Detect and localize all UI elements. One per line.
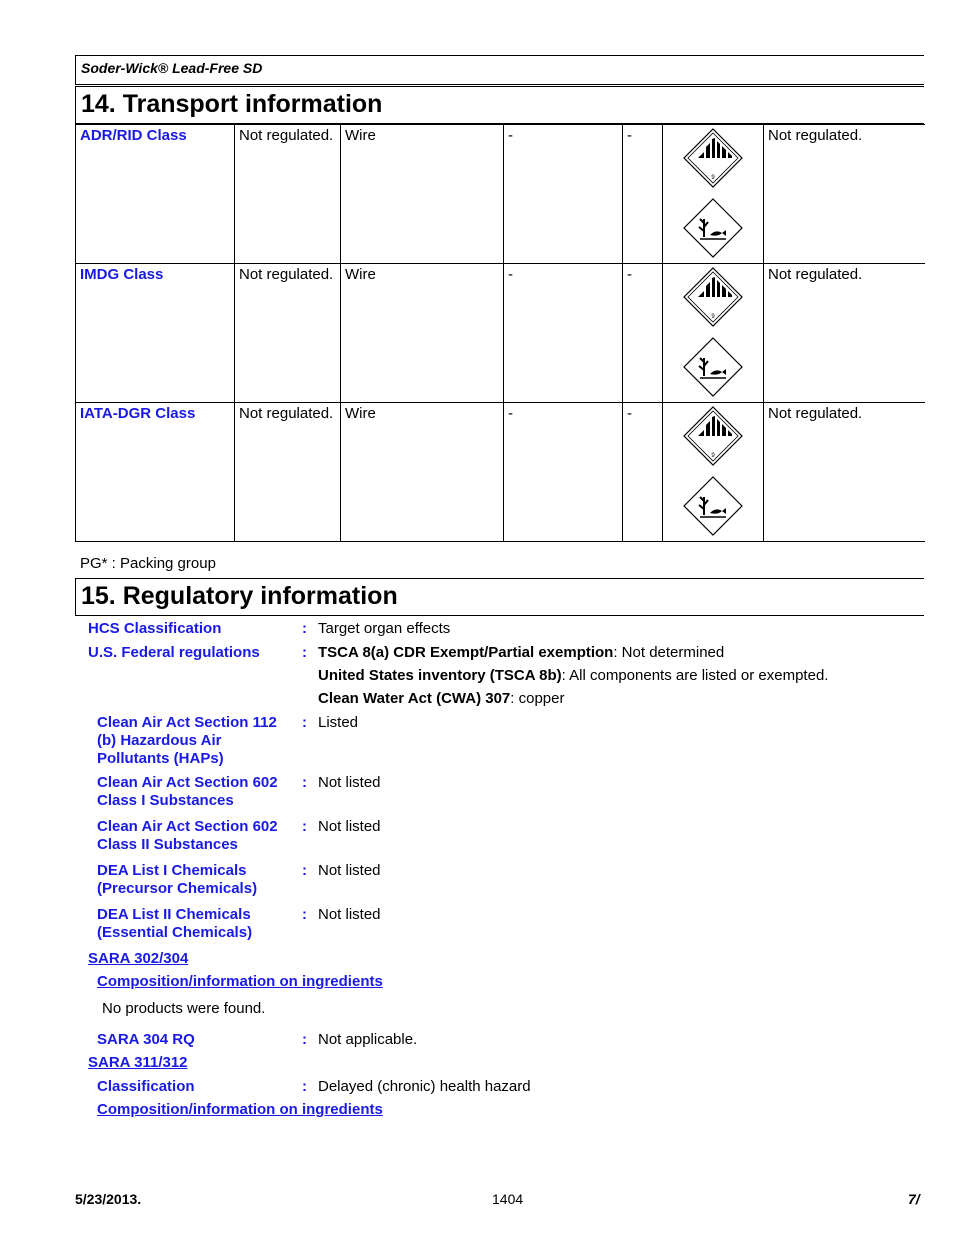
sara-311-312-link[interactable]: SARA 311/312: [88, 1054, 188, 1071]
section-15-header: [75, 578, 924, 616]
hazard-pictograms: [682, 127, 744, 259]
transport-class-label: ADR/RID Class: [80, 127, 187, 144]
transport-note: Not regulated.: [764, 125, 925, 264]
caa-602-class2-line-2: Class II Substances: [97, 836, 238, 853]
product-name: Soder-Wick® Lead-Free SD: [81, 60, 263, 76]
dea-list1-line-1: DEA List I Chemicals: [97, 862, 247, 879]
us-federal-label: U.S. Federal regulations: [88, 644, 260, 661]
colon: :: [302, 862, 307, 879]
caa-602-class2-label: [97, 818, 278, 854]
tsca-8a-value: : Not determined: [613, 644, 725, 661]
un-number: Not regulated.: [235, 125, 341, 264]
transport-table: [75, 124, 925, 542]
cwa-label: Clean Water Act (CWA) 307: [318, 690, 511, 707]
dea-list2-line-2: (Essential Chemicals): [97, 924, 253, 941]
colon: :: [302, 818, 307, 835]
dea-list2-label: [97, 906, 252, 942]
pictogram-cell: [663, 403, 764, 542]
svg-text:9: 9: [711, 314, 715, 320]
un-number: Not regulated.: [235, 403, 341, 542]
packing-group: -: [623, 264, 663, 403]
tsca-8a-line: [318, 644, 724, 661]
cwa-line: [318, 690, 564, 707]
caa-112-value: Listed: [318, 714, 359, 731]
dea-list2-line-1: DEA List II Chemicals: [97, 906, 251, 923]
colon: :: [302, 1078, 307, 1095]
table-row: [76, 125, 925, 264]
hazard-pictograms: [682, 405, 744, 537]
composition-link[interactable]: Composition/information on ingredients: [97, 973, 383, 990]
dea-list1-label: [97, 862, 257, 898]
packing-group: -: [623, 125, 663, 264]
dea-list1-value: Not listed: [318, 862, 381, 879]
colon: :: [302, 620, 307, 637]
tsca-8b-line: [318, 667, 828, 684]
shipping-name: Wire: [341, 264, 504, 403]
classification-value: Delayed (chronic) health hazard: [318, 1078, 531, 1095]
environment-diamond-icon: [684, 477, 742, 535]
hazard-class: -: [504, 403, 623, 542]
packing-group-note: PG* : Packing group: [80, 555, 216, 572]
composition-link[interactable]: Composition/information on ingredients: [97, 1101, 383, 1118]
caa-112-line-1: Clean Air Act Section 112: [97, 714, 277, 731]
tsca-8a-label: TSCA 8(a) CDR Exempt/Partial exemption: [318, 644, 614, 661]
hcs-classification-value: Target organ effects: [318, 620, 451, 637]
class9-diamond-icon: [684, 268, 742, 326]
transport-class-label: IMDG Class: [80, 266, 164, 283]
cwa-value: : copper: [510, 690, 565, 707]
hazard-class: -: [504, 264, 623, 403]
class9-diamond-icon: [684, 407, 742, 465]
hcs-classification-label: HCS Classification: [88, 620, 222, 637]
section-14-header: [75, 86, 924, 124]
caa-602-class2-value: Not listed: [318, 818, 381, 835]
caa-112-line-3: Pollutants (HAPs): [97, 750, 224, 767]
transport-note: Not regulated.: [764, 264, 925, 403]
caa-602-class2-line-1: Clean Air Act Section 602: [97, 818, 278, 835]
table-row: [76, 403, 925, 542]
svg-text:9: 9: [711, 453, 715, 459]
transport-class-label: IATA-DGR Class: [80, 405, 196, 422]
sara-304-rq-label: SARA 304 RQ: [97, 1031, 195, 1048]
colon: :: [302, 644, 307, 661]
packing-group: -: [623, 403, 663, 542]
caa-602-class1-label: [97, 774, 278, 810]
environment-diamond-icon: [684, 199, 742, 257]
tsca-8b-label: United States inventory (TSCA 8b): [318, 667, 562, 684]
svg-text:9: 9: [711, 175, 715, 181]
section-14-title: 14. Transport information: [81, 90, 383, 118]
environment-diamond-icon: [684, 338, 742, 396]
un-number: Not regulated.: [235, 264, 341, 403]
colon: :: [302, 774, 307, 791]
sara-302-304-link[interactable]: SARA 302/304: [88, 950, 189, 967]
transport-note: Not regulated.: [764, 403, 925, 542]
caa-112-label: [97, 714, 277, 768]
tsca-8b-value: : All components are listed or exempted.: [561, 667, 829, 684]
colon: :: [302, 714, 307, 731]
footer-page-number: 7/: [908, 1191, 920, 1207]
no-products-text: No products were found.: [102, 1000, 266, 1017]
hazard-class: -: [504, 125, 623, 264]
caa-602-class1-line-2: Class I Substances: [97, 792, 234, 809]
hazard-pictograms: [682, 266, 744, 398]
classification-label: Classification: [97, 1078, 195, 1095]
class9-diamond-icon: [684, 129, 742, 187]
dea-list2-value: Not listed: [318, 906, 381, 923]
colon: :: [302, 1031, 307, 1048]
shipping-name: Wire: [341, 403, 504, 542]
footer-code: 1404: [492, 1191, 524, 1207]
dea-list1-line-2: (Precursor Chemicals): [97, 880, 258, 897]
caa-602-class1-line-1: Clean Air Act Section 602: [97, 774, 278, 791]
sara-304-rq-value: Not applicable.: [318, 1031, 418, 1048]
caa-602-class1-value: Not listed: [318, 774, 381, 791]
pictogram-cell: [663, 264, 764, 403]
pictogram-cell: [663, 125, 764, 264]
footer-date: 5/23/2013.: [75, 1191, 142, 1207]
caa-112-line-2: (b) Hazardous Air: [97, 732, 222, 749]
product-header: [75, 55, 924, 85]
colon: :: [302, 906, 307, 923]
shipping-name: Wire: [341, 125, 504, 264]
section-15-title: 15. Regulatory information: [81, 582, 398, 610]
table-row: [76, 264, 925, 403]
